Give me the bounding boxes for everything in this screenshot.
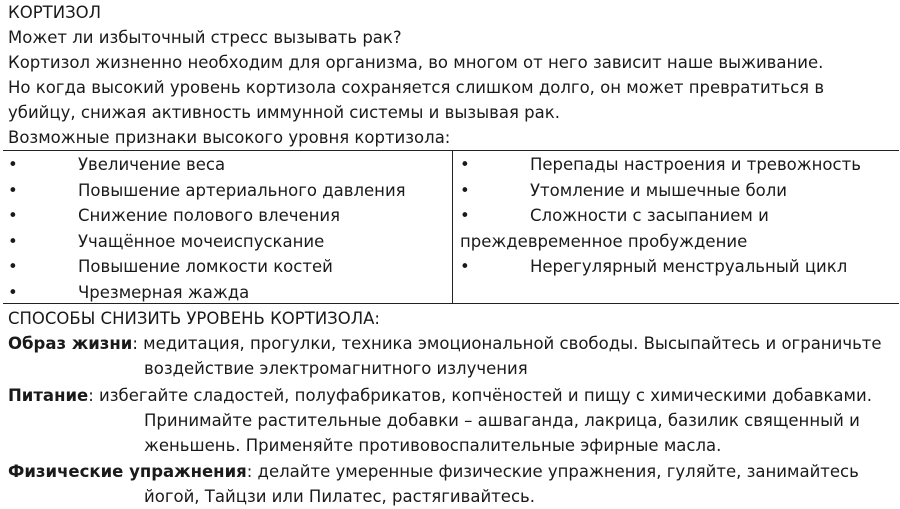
page-title: КОРТИЗОЛ bbox=[8, 3, 102, 22]
symptom-text-continued: преждевременное пробуждение bbox=[460, 231, 748, 251]
nutrition-line-1 bbox=[8, 383, 872, 408]
symptom-text: Нерегулярный менструальный цикл bbox=[530, 257, 848, 276]
list-item bbox=[8, 254, 448, 280]
bullet-icon: • bbox=[8, 257, 18, 276]
exercise-line-2: йогой, Тайцзи или Пилатес, растягивайтесь. bbox=[144, 487, 535, 506]
column-divider bbox=[452, 151, 453, 303]
ways-heading: СПОСОБЫ СНИЗИТЬ УРОВЕНЬ КОРТИЗОЛА: bbox=[8, 309, 380, 328]
list-item bbox=[460, 152, 896, 178]
symptoms-left-list bbox=[8, 152, 448, 305]
list-item bbox=[8, 203, 448, 229]
exercise-label: Физические упражнения bbox=[8, 462, 247, 481]
intro-line-2: Но когда высокий уровень кортизола сохраняется слишком долго, он может превратиться в bbox=[8, 78, 825, 97]
question-line: Может ли избыточный стресс вызывать рак? bbox=[8, 28, 402, 47]
bullet-icon: • bbox=[460, 206, 470, 225]
bullet-icon: • bbox=[460, 180, 470, 200]
symptom-text: Сложности с засыпанием и bbox=[530, 206, 769, 225]
nutrition-text: : избегайте сладостей, полуфабрикатов, копчёностей и пищу с химическими добавками. bbox=[88, 386, 872, 405]
bullet-icon: • bbox=[8, 180, 18, 200]
intro-line-1: Кортизол жизненно необходим для организма, во многом от него зависит наше выживание. bbox=[8, 53, 824, 72]
bullet-icon: • bbox=[8, 206, 18, 225]
nutrition-label: Питание bbox=[8, 386, 89, 405]
symptoms-table bbox=[3, 150, 899, 304]
list-item bbox=[8, 152, 448, 178]
symptoms-heading: Возможные признаки высокого уровня кортизола: bbox=[8, 128, 451, 147]
lifestyle-line-2: воздействие электромагнитного излучения bbox=[144, 359, 528, 378]
list-item bbox=[8, 178, 448, 204]
nutrition-line-2: Принимайте растительные добавки – ашваганда, лакрица, базилик священный и bbox=[144, 411, 860, 430]
bullet-icon: • bbox=[8, 231, 18, 251]
symptom-text: Перепады настроения и тревожность bbox=[530, 155, 861, 174]
symptom-text: Повышение артериального давления bbox=[78, 180, 406, 200]
lifestyle-line-1 bbox=[8, 331, 882, 356]
list-item bbox=[8, 280, 448, 306]
bullet-icon: • bbox=[460, 155, 470, 174]
symptom-text: Увеличение веса bbox=[78, 155, 226, 174]
symptom-text: Повышение ломкости костей bbox=[78, 257, 333, 276]
exercise-line-1 bbox=[8, 459, 859, 484]
intro-line-3: убийцу, снижая активность иммунной системы и вызывая рак. bbox=[8, 103, 560, 122]
bullet-icon: • bbox=[460, 257, 470, 276]
nutrition-line-3: женьшень. Применяйте противовоспалительные эфирные масла. bbox=[144, 436, 722, 455]
symptom-text: Чрезмерная жажда bbox=[78, 282, 250, 302]
bullet-icon: • bbox=[8, 282, 18, 302]
symptom-text: Утомление и мышечные боли bbox=[530, 180, 788, 200]
symptoms-right-list bbox=[460, 152, 896, 280]
exercise-text: : делайте умеренные физические упражнения, гуляйте, занимайтесь bbox=[246, 462, 859, 481]
list-item bbox=[460, 203, 896, 254]
symptom-text: Снижение полового влечения bbox=[78, 206, 341, 225]
list-item bbox=[8, 229, 448, 255]
bullet-icon: • bbox=[8, 155, 18, 174]
symptom-text: Учащённое мочеиспускание bbox=[78, 231, 325, 251]
lifestyle-label: Образ жизни bbox=[8, 334, 133, 353]
list-item bbox=[460, 254, 896, 280]
lifestyle-text: : медитация, прогулки, техника эмоциональной свободы. Высыпайтесь и ограничьте bbox=[132, 334, 882, 353]
list-item bbox=[460, 178, 896, 204]
